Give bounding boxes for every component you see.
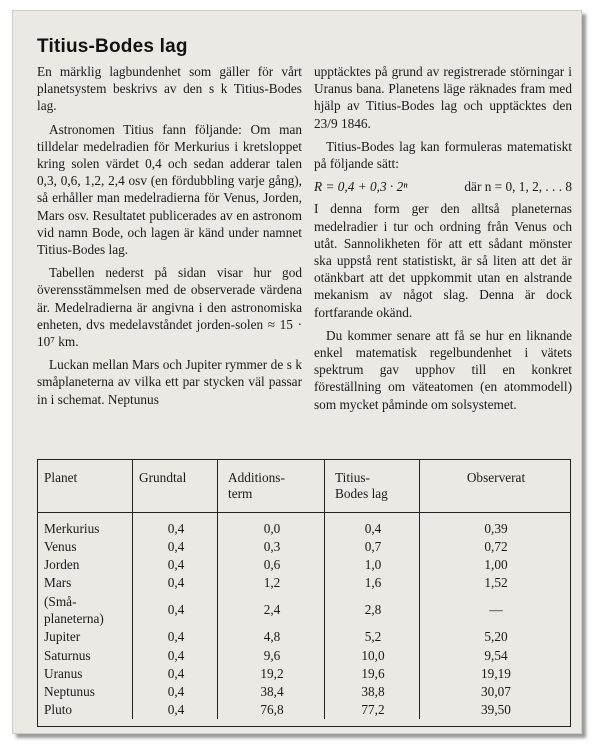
cell-planet: Saturnus	[44, 647, 91, 663]
cell-additionsterm: 76,8	[218, 701, 325, 719]
right-text-column	[314, 63, 572, 419]
cell-grundtal: 0,4	[133, 555, 218, 573]
cell-planet: (Små- planeterna)	[44, 593, 104, 626]
paragraph: Titius-Bodes lag kan formuleras matematiskt på följande sätt:	[314, 138, 572, 172]
table-row	[38, 574, 570, 592]
table-row	[38, 592, 570, 628]
cell-observerat: 9,54	[420, 646, 571, 664]
cell-planet: Jorden	[44, 556, 80, 572]
cell-titius-bodes: 1,0	[325, 555, 420, 573]
cell-titius-bodes: 0,7	[325, 537, 420, 555]
table-row	[38, 701, 570, 719]
cell-observerat: —	[420, 592, 571, 628]
cell-titius-bodes: 1,6	[325, 574, 420, 592]
table-row	[38, 555, 570, 573]
table-row	[38, 628, 570, 646]
table-row	[38, 682, 570, 700]
paragraph: Tabellen nederst på sidan visar hur god överensstämmelsen med de observerade värdena är. Medelradierna är angivna i den astronomiska enheten, dvs medelavståndet jorden-solen ≈ 15 · 10⁷ km.	[37, 265, 302, 350]
cell-titius-bodes: 2,8	[325, 592, 420, 628]
cell-planet: Uranus	[44, 665, 83, 681]
cell-additionsterm: 38,4	[218, 682, 325, 700]
cell-additionsterm: 1,2	[218, 574, 325, 592]
planet-table	[37, 459, 571, 727]
table-row	[38, 537, 570, 555]
table-row	[38, 664, 570, 682]
cell-planet: Pluto	[44, 702, 73, 718]
cell-grundtal: 0,4	[133, 574, 218, 592]
table-row	[38, 646, 570, 664]
cell-grundtal: 0,4	[133, 628, 218, 646]
paragraph: upptäcktes på grund av registrerade störningar i Uranus bana. Planetens läge räknades fram med hjälp av Titius-Bodes lag och upptäcktes den 23/9 1846.	[314, 64, 572, 131]
book-page	[12, 10, 582, 734]
cell-additionsterm: 0,6	[218, 555, 325, 573]
cell-grundtal: 0,4	[133, 592, 218, 628]
planet-data-table	[38, 460, 570, 719]
cell-additionsterm: 19,2	[218, 664, 325, 682]
header-grundtal: Grundtal	[133, 460, 218, 513]
cell-grundtal: 0,4	[133, 646, 218, 664]
cell-observerat: 0,72	[420, 537, 571, 555]
page-title: Titius-Bodes lag	[37, 36, 188, 57]
table-row	[38, 513, 570, 538]
cell-grundtal: 0,4	[133, 701, 218, 719]
formula-expression: R = 0,4 + 0,3 · 2ⁿ	[314, 179, 408, 195]
cell-additionsterm: 4,8	[218, 628, 325, 646]
header-additionsterm: Additions- term	[218, 460, 325, 513]
table-header-row	[38, 460, 570, 513]
cell-observerat: 30,07	[420, 682, 571, 700]
cell-additionsterm: 2,4	[218, 592, 325, 628]
cell-titius-bodes: 5,2	[325, 628, 420, 646]
cell-observerat: 1,52	[420, 574, 571, 592]
paragraph: Luckan mellan Mars och Jupiter rymmer de s k småplaneterna av vilka ett par stycken väl passar in i schemat. Neptunus	[37, 357, 302, 407]
header-planet: Planet	[38, 460, 133, 513]
formula-range: där n = 0, 1, 2, . . . 8	[464, 179, 572, 195]
header-observerat: Observerat	[420, 460, 571, 513]
cell-grundtal: 0,4	[133, 682, 218, 700]
cell-observerat: 0,39	[420, 513, 571, 538]
cell-titius-bodes: 19,6	[325, 664, 420, 682]
cell-titius-bodes: 38,8	[325, 682, 420, 700]
cell-planet: Mars	[44, 575, 72, 591]
cell-grundtal: 0,4	[133, 513, 218, 538]
cell-grundtal: 0,4	[133, 664, 218, 682]
cell-observerat: 1,00	[420, 555, 571, 573]
cell-grundtal: 0,4	[133, 537, 218, 555]
header-titius-bodes: Titius- Bodes lag	[325, 460, 420, 513]
cell-titius-bodes: 10,0	[325, 646, 420, 664]
cell-planet: Neptunus	[44, 683, 95, 699]
cell-additionsterm: 0,0	[218, 513, 325, 538]
paragraph: I denna form ger den alltså planeternas medelradier i tur och ordning från Venus och utåt. Sannolikheten för att ett sådant mönster ska uppstå rent statistiskt, är så liten att det är otänkbart att det uppkommit utan en alstrande mekanism av något slag. Denna är dock fortfarande okänd.	[314, 201, 572, 320]
paragraph: En märklig lagbundenhet som gäller för vårt planetsystem beskrivs av den s k Titius-Bodes lag.	[37, 64, 302, 114]
cell-observerat: 19,19	[420, 664, 571, 682]
left-text-column	[37, 63, 302, 414]
cell-titius-bodes: 77,2	[325, 701, 420, 719]
cell-planet: Merkurius	[44, 520, 100, 536]
cell-titius-bodes: 0,4	[325, 513, 420, 538]
paragraph: Astronomen Titius fann följande: Om man tilldelar medelradien för Merkurius i kretsloppet kring solen värdet 0,4 och sedan adderar talen 0,3, 0,6, 1,2, 2,4 osv (en fördubbling varje gång), så erhåller man medelradierna för Venus, Jorden, Mars osv. Resultatet publicerades av en astronom vid namn Bode, och lagen är känd under namnet Titius-Bodes lag.	[37, 121, 302, 258]
cell-additionsterm: 0,3	[218, 537, 325, 555]
paragraph: Du kommer senare att få se hur en liknande enkel matematisk regelbundenhet i vätets spektrum gav upphov till en konkret föreställning om väteatomen (en atommodell) som mycket påminde om solsystemet.	[314, 327, 572, 412]
cell-additionsterm: 9,6	[218, 646, 325, 664]
cell-observerat: 5,20	[420, 628, 571, 646]
cell-planet: Jupiter	[44, 629, 81, 645]
cell-planet: Venus	[44, 538, 77, 554]
cell-observerat: 39,50	[420, 701, 571, 719]
formula	[314, 178, 572, 195]
